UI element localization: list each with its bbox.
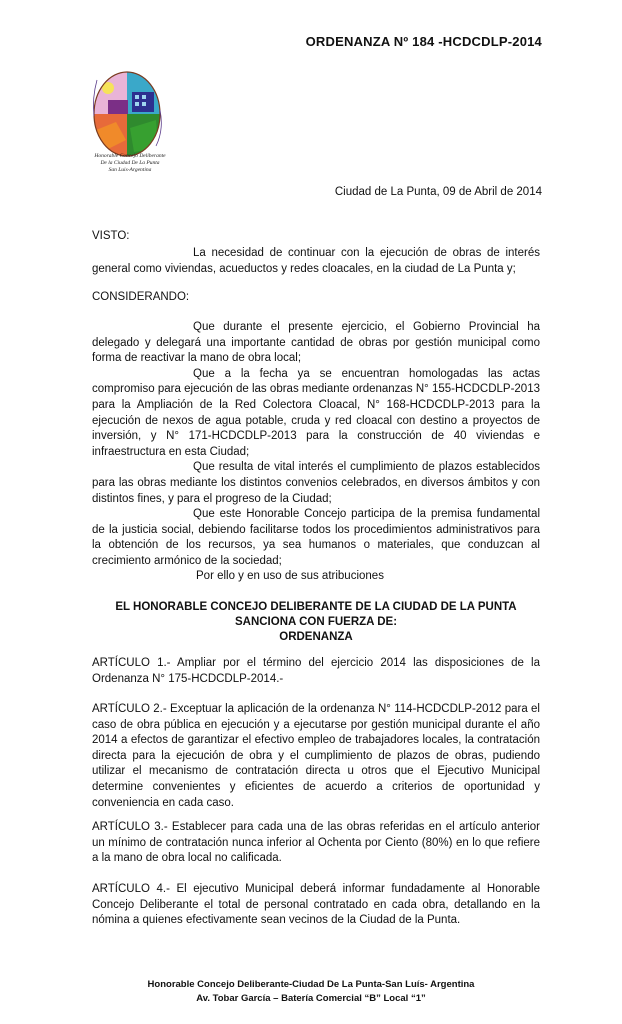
logo-caption-line: Honorable Concejo Deliberante (94, 153, 166, 159)
visto-label: VISTO: (92, 230, 130, 242)
articulo-1: ARTÍCULO 1.- Ampliar por el término del ejercicio 2014 las disposiciones de la Ordenanza N° 175-HCDCDLP-2014.- (92, 657, 540, 685)
atribuciones-text: Por ello y en uso de sus atribuciones (196, 570, 384, 582)
logo-caption-line: De la Ciudad De La Punta (100, 160, 160, 166)
considerando-paragraph: Que a la fecha ya se encuentran homologadas las actas compromiso para ejecución de las obras mediante ordenanzas N° 155-HCDCDLP-2013 para la Ampliación de la Red Colectora Cloacal, N° 168-HCDCDLP-2013 para la ejecución de nexos de agua potable, cruda y red cloacal con destino a proyectos de inversión, y N° 171-HCDCDLP-2013 para la construcción de 40 viviendas e infraestructura en esta Ciudad; (92, 367, 540, 458)
logo-caption (80, 153, 180, 174)
considerando-paragraph: Que resulta de vital interés el cumplimiento de plazos establecidos para las obras mediante los distintos convenios celebrados, en diversos ámbitos y con distintos fines, y para el progreso de la Ciudad; (92, 461, 540, 505)
footer-line-1: Honorable Concejo Deliberante-Ciudad De La Punta-San Luís- Argentina (147, 979, 475, 990)
sanciona-line-1: EL HONORABLE CONCEJO DELIBERANTE DE LA CIUDAD DE LA PUNTA (115, 601, 517, 613)
considerando-paragraphs (92, 320, 540, 570)
visto-paragraph: La necesidad de continuar con la ejecución de obras de interés general como viviendas, acueductos y redes cloacales, en la ciudad de La Punta y; (92, 247, 540, 275)
date-line: Ciudad de La Punta, 09 de Abril de 2014 (334, 186, 542, 198)
sanciona-heading (92, 600, 540, 645)
sanciona-line-3: ORDENANZA (279, 631, 353, 643)
sanciona-line-2: SANCIONA CON FUERZA DE: (234, 616, 398, 628)
footer-line-2: Av. Tobar García – Batería Comercial “B” Local “1” (196, 993, 426, 1004)
considerando-paragraph: Que durante el presente ejercicio, el Gobierno Provincial ha delegado y delegará una importante cantidad de obras por gestión municipal como forma de reactivar la mano de obra local; (92, 321, 540, 365)
ordinance-number: ORDENANZA Nº 184 -HCDCDLP-2014 (305, 34, 542, 49)
visto-text (92, 246, 540, 277)
footer (0, 978, 622, 1006)
logo-caption-line: San Luis-Argentina (108, 167, 152, 173)
articulo-3: ARTÍCULO 3.- Establecer para cada una de las obras referidas en el artículo anterior un mínimo de contratación nunca inferior al Ochenta por Ciento (80%) en lo que refiere a la mano de obra local no calificada. (92, 821, 540, 865)
considerando-label: CONSIDERANDO: (92, 291, 190, 303)
articulo-2: ARTÍCULO 2.- Exceptuar la aplicación de la ordenanza N° 114-HCDCDLP-2012 para el caso de obra pública en ejecución y a ejecutarse por gestión municipal durante el año 2014 a efectos de garantizar el efectivo empleo de trabajadores locales, la contratación directa para la ejecución de obra y el cumplimiento de plazos de obras, pudiendo utilizar el mecanismo de contratación directa u otros que el Ejecutivo Municipal determine convenientes y eficientes de acuerdo a criterios de oportunidad y conveniencia en cada caso. (92, 703, 540, 809)
articulo-4: ARTÍCULO 4.- El ejecutivo Municipal deberá informar fundadamente al Honorable Concejo Deliberante el total de personal contratado en cada obra, detallando en la nómina a quienes efectivamente sean vecinos de la Ciudad de la Punta. (92, 883, 540, 927)
considerando-paragraph: Que este Honorable Concejo participa de la premisa fundamental de la justicia social, debiendo facilitarse todos los procedimientos administrativos para la obtención de los recursos, ya sea humanos o materiales, que conduzcan al crecimiento armónico de la sociedad; (92, 508, 540, 567)
